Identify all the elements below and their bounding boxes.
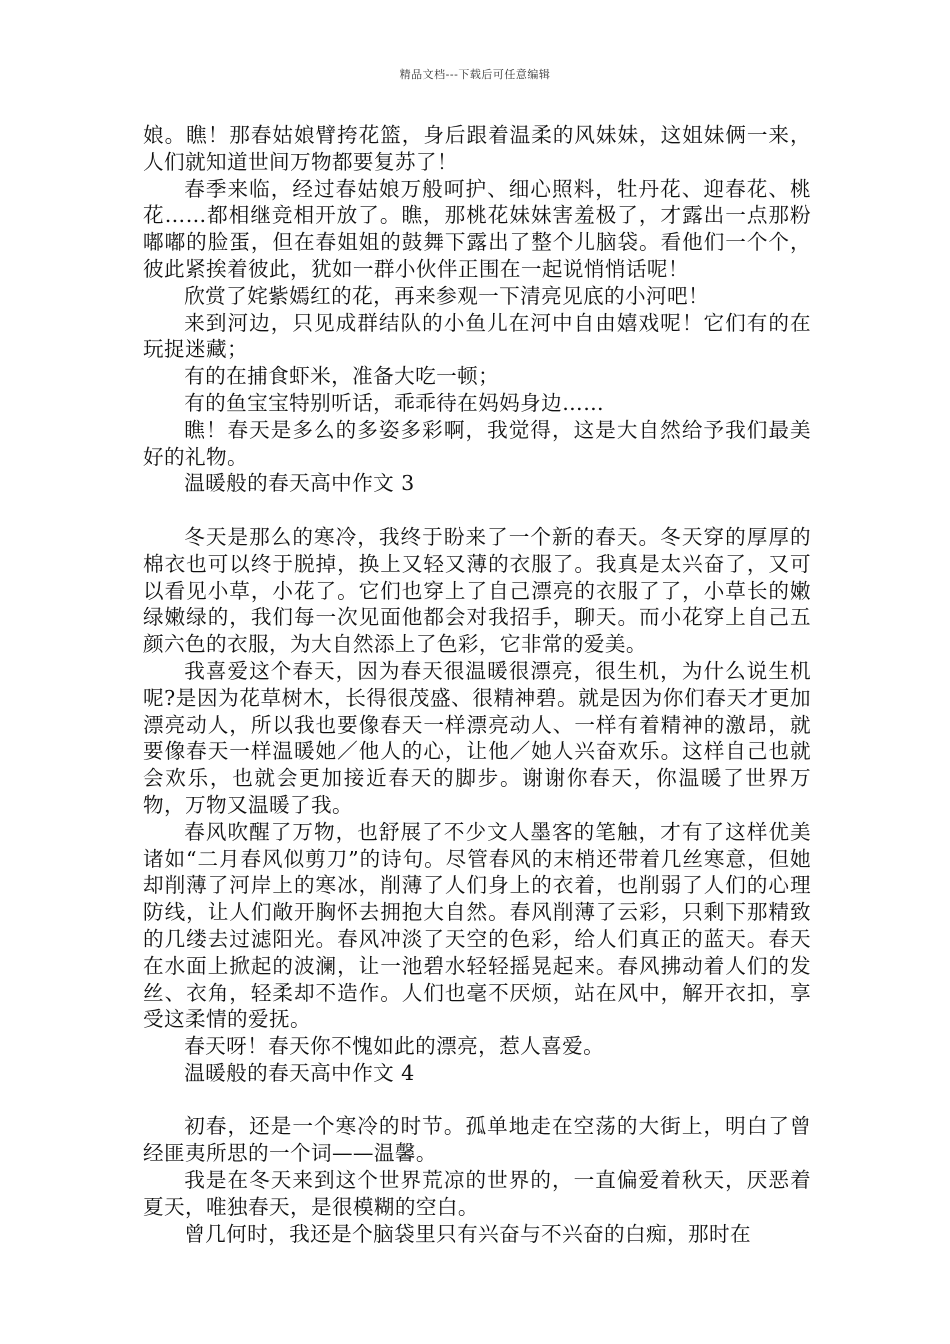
paragraph: 有的鱼宝宝特别听话，乖乖待在妈妈身边……: [184, 390, 605, 415]
paragraph: 欣赏了姹紫嫣红的花，再来参观一下清亮见底的小河吧！: [184, 283, 710, 308]
section-heading: 温暖般的春天高中作文 3: [184, 471, 415, 496]
section-heading: 温暖般的春天高中作文 4: [184, 1060, 415, 1085]
page-header-note: 精品文档---下载后可任意编辑: [399, 68, 551, 81]
blank-line: [143, 497, 811, 524]
paragraph: 我是在冬天来到这个世界荒凉的世界的，一直偏爱着秋天，厌恶着夏天，唯独春天，是很模糊的空白。: [143, 1168, 811, 1219]
paragraph: 我喜爱这个春天，因为春天很温暖很漂亮，很生机，为什么说生机呢?是因为花草树木，长得很茂盛、很精神碧。就是因为你们春天才更加漂亮动人，所以我也要像春天一样漂亮动人、一样有着精神的激昂，就要像春天一样温暖她／他人的心，让他／她人兴奋欢乐。这样自己也就会欢乐，也就会更加接近春天的脚步。谢谢你春天，你温暖了世界万物，万物又温暖了我。: [143, 658, 811, 817]
paragraph: 春天呀！春天你不愧如此的漂亮，惹人喜爱。: [184, 1034, 605, 1059]
paragraph: 来到河边，只见成群结队的小鱼儿在河中自由嬉戏呢！它们有的在玩捉迷藏；: [143, 310, 811, 362]
paragraph: 冬天是那么的寒冷，我终于盼来了一个新的春天。冬天穿的厚厚的棉衣也可以终于脱掉，换上又轻又薄的衣服了。我真是太兴奋了，又可以看见小草，小花了。它们也穿上了自己漂亮的衣服了了，小草长的嫩绿嫩绿的，我们每一次见面他都会对我招手，聊天。而小花穿上自己五颜六色的衣服，为大自然添上了色彩，它非常的爱美。: [143, 524, 811, 657]
paragraph: 瞧！春天是多么的多姿多彩啊，我觉得，这是大自然给予我们最美好的礼物。: [143, 417, 811, 469]
paragraph: 春季来临，经过春姑娘万般呵护、细心照料，牡丹花、迎春花、桃花……都相继竞相开放了。瞧，那桃花妹妹害羞极了，才露出一点那粉嘟嘟的脸蛋，但在春姐姐的鼓舞下露出了整个儿脑袋。看他们一个个，彼此紧挨着彼此，犹如一群小伙伴正围在一起说悄悄话呢！: [143, 176, 811, 281]
paragraph: 有的在捕食虾米，准备大吃一顿；: [184, 364, 500, 389]
paragraph: 娘。瞧！那春姑娘臂挎花篮，身后跟着温柔的风妹妹，这姐妹俩一来，人们就知道世间万物都要复苏了！: [143, 123, 811, 174]
blank-line: [143, 1087, 811, 1114]
paragraph: 初春，还是一个寒冷的时节。孤单地走在空荡的大街上，明白了曾经匪夷所思的一个词——温馨。: [143, 1114, 811, 1166]
paragraph: 春风吹醒了万物，也舒展了不少文人墨客的笔触，才有了这样优美诸如“二月春风似剪刀”的诗句。尽管春风的末梢还带着几丝寒意，但她却削薄了河岸上的寒冰，削薄了人们身上的衣着，也削弱了人们的心理防线，让人们敞开胸怀去拥抱大自然。春风削薄了云彩，只剩下那精致的几缕去过滤阳光。春风冲淡了天空的色彩，给人们真正的蓝天。春天在水面上掀起的波澜，让一池碧水轻轻摇晃起来。春风拂动着人们的发丝、衣角，轻柔却不造作。人们也毫不厌烦，站在风中，解开衣扣，享受这柔情的爱抚。: [143, 819, 811, 1032]
document-body: [143, 122, 811, 1247]
paragraph: 曾几何时，我还是个脑袋里只有兴奋与不兴奋的白痴，那时在: [184, 1221, 752, 1246]
